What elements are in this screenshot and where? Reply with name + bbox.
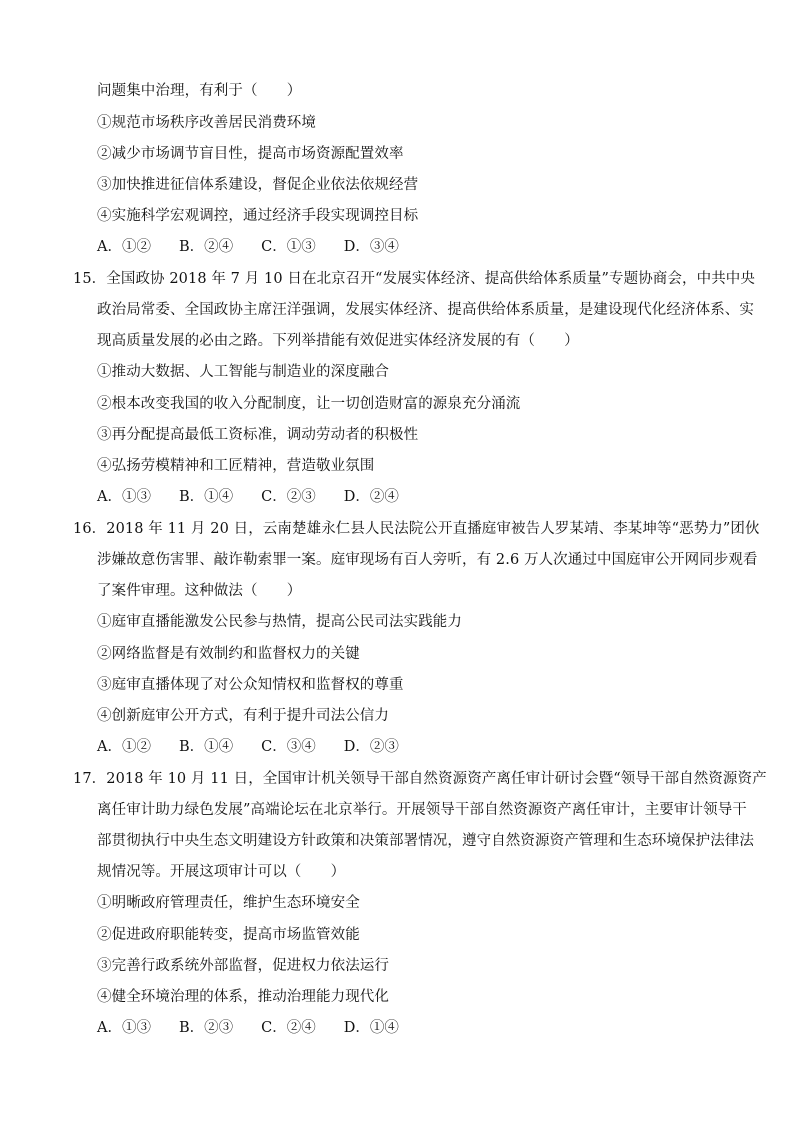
q17-option-3: ③完善行政系统外部监督，促进权力依法运行	[97, 958, 389, 974]
q15-option-3: ③再分配提高最低工资标准，调动劳动者的积极性	[97, 427, 419, 443]
q16-answer-a: A．①②	[97, 739, 151, 755]
q14-answers	[97, 237, 427, 257]
q14-answer-c: C．①③	[261, 239, 316, 255]
q17-stem-line-1: 17．2018 年 10 月 11 日，全国审计机关领导干部自然资源资产离任审计研讨会暨“领导干部自然资源资产	[73, 771, 767, 787]
q16-stem-line-1: 16．2018 年 11 月 20 日，云南楚雄永仁县人民法院公开直播庭审被告人罗某靖、李某坤等“恶势力”团伙	[73, 521, 760, 537]
q15-answers	[97, 487, 427, 507]
q16-stem-line-3: 了案件审理。这种做法（ ）	[97, 583, 302, 599]
q16-answer-c: C．③④	[261, 739, 316, 755]
q17-answer-b: B．②③	[178, 1020, 234, 1036]
q17-option-4: ④健全环境治理的体系，推动治理能力现代化	[97, 989, 389, 1005]
q15-answer-d: D．②④	[343, 489, 399, 505]
q15-option-1: ①推动大数据、人工智能与制造业的深度融合	[97, 364, 389, 380]
q14-option-2: ②减少市场调节盲目性，提高市场资源配置效率	[97, 146, 404, 162]
q17-stem-line-3: 部贯彻执行中央生态文明建设方针政策和决策部署情况，遵守自然资源资产管理和生态环境保护法律法	[97, 833, 754, 849]
q15-stem-line-1: 15．全国政协 2018 年 7 月 10 日在北京召开“发展实体经济、提高供给体系质量”专题协商会，中共中央	[73, 271, 756, 287]
q17-answer-a: A．①③	[97, 1020, 151, 1036]
q15-stem-line-3: 现高质量发展的必由之路。下列举措能有效促进实体经济发展的有（ ）	[97, 333, 579, 349]
q14-option-4: ④实施科学宏观调控，通过经济手段实现调控目标	[97, 208, 419, 224]
q17-answer-c: C．②④	[261, 1020, 316, 1036]
q17-option-2: ②促进政府职能转变，提高市场监管效能	[97, 927, 360, 943]
q16-answer-d: D．②③	[343, 739, 399, 755]
q17-answers	[97, 1018, 427, 1038]
q14-option-3: ③加快推进征信体系建设，督促企业依法依规经营	[97, 177, 419, 193]
q14-stem-tail: 问题集中治理，有利于（ ）	[97, 83, 302, 99]
q15-answer-b: B．①④	[178, 489, 234, 505]
q17-answer-d: D．①④	[343, 1020, 399, 1036]
q14-answer-b: B．②④	[178, 239, 234, 255]
q17-option-1: ①明晰政府管理责任，维护生态环境安全	[97, 895, 360, 911]
q16-option-4: ④创新庭审公开方式，有利于提升司法公信力	[97, 708, 389, 724]
q16-answer-b: B．①④	[178, 739, 234, 755]
q16-stem-line-2: 涉嫌故意伤害罪、敲诈勒索罪一案。庭审现场有百人旁听，有 2.6 万人次通过中国庭审公开网同步观看	[97, 552, 758, 568]
q17-stem-line-2: 离任审计助力绿色发展”高端论坛在北京举行。开展领导干部自然资源资产离任审计，主要审计领导干	[97, 802, 747, 818]
q15-answer-a: A．①③	[97, 489, 151, 505]
q16-option-1: ①庭审直播能激发公民参与热情，提高公民司法实践能力	[97, 614, 462, 630]
q16-option-2: ②网络监督是有效制约和监督权力的关键	[97, 646, 360, 662]
q15-stem-line-2: 政治局常委、全国政协主席汪洋强调，发展实体经济、提高供给体系质量，是建设现代化经济体系、实	[97, 302, 754, 318]
q15-answer-c: C．②③	[261, 489, 316, 505]
q14-option-1: ①规范市场秩序改善居民消费环境	[97, 115, 316, 131]
q16-option-3: ③庭审直播体现了对公众知情权和监督权的尊重	[97, 677, 404, 693]
q15-option-4: ④弘扬劳模精神和工匠精神，营造敬业氛围	[97, 458, 375, 474]
q14-answer-a: A．①②	[97, 239, 151, 255]
q17-stem-line-4: 规情况等。开展这项审计可以（ ）	[97, 864, 346, 880]
q16-answers	[97, 737, 427, 757]
q15-option-2: ②根本改变我国的收入分配制度，让一切创造财富的源泉充分涌流	[97, 396, 521, 412]
q14-answer-d: D．③④	[343, 239, 399, 255]
